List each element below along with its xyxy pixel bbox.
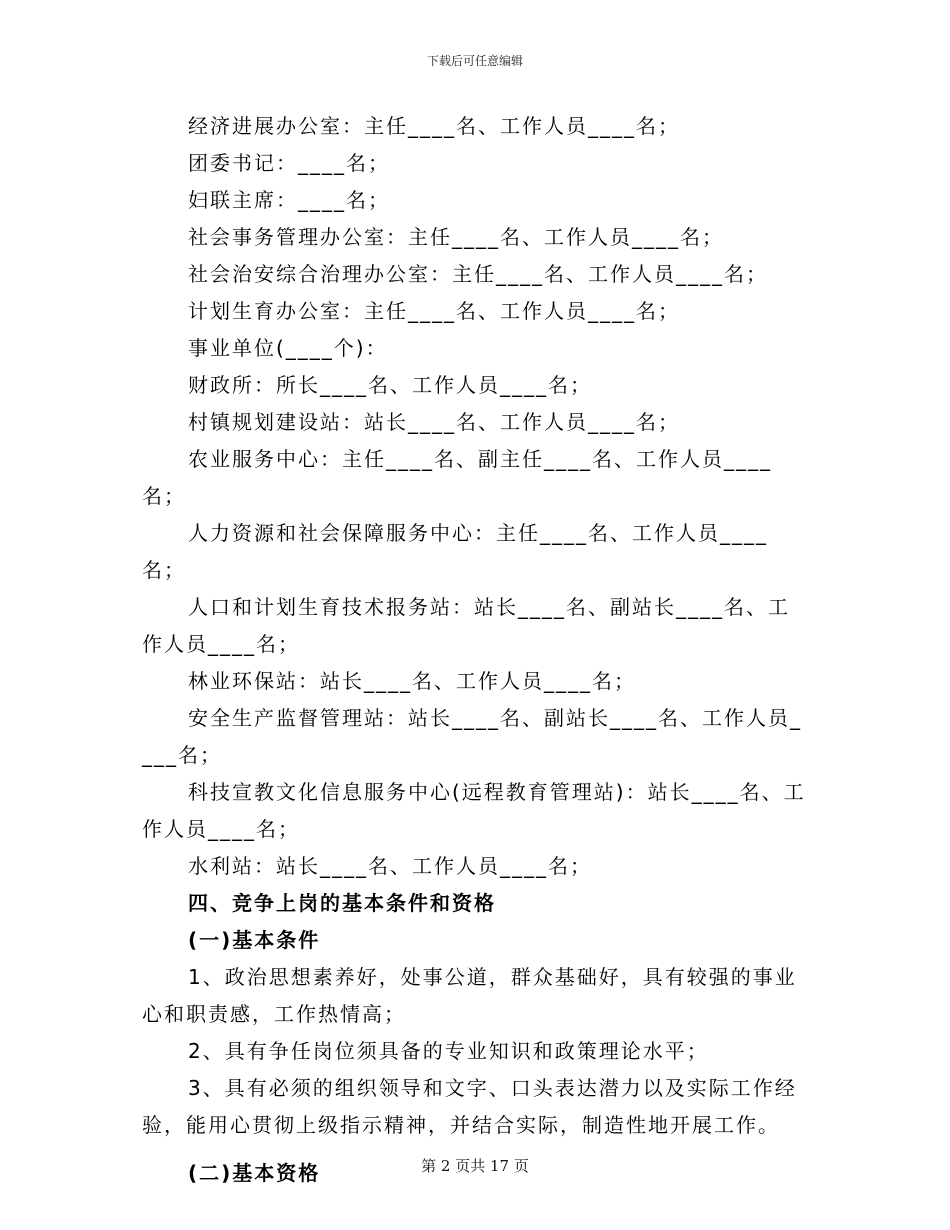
text-line-youth-league: 团委书记：____名； xyxy=(188,151,390,175)
text-line-womens-federation: 妇联主席：____名； xyxy=(188,188,390,212)
document-body xyxy=(142,108,810,1192)
text-line-social-affairs: 社会事务管理办公室：主任____名、工作人员____名； xyxy=(188,225,724,249)
condition-item: 3、具有必须的组织领导和文字、口头表达潜力以及实际工作经验，能用心贯彻上级指示精神，并结合实际，制造性地开展工作。 xyxy=(142,1076,797,1137)
text-line-finance-office: 财政所：所长____名、工作人员____名； xyxy=(188,373,592,397)
page-header-note: 下载后可任意编辑 xyxy=(426,54,523,68)
subheading-basic-conditions: (一)基本条件 xyxy=(188,928,321,952)
text-line-town-planning: 村镇规划建设站：站长____名、工作人员____名； xyxy=(188,410,680,434)
text-line-public-security: 社会治安综合治理办公室：主任____名、工作人员____名； xyxy=(188,262,768,286)
text-line-hr-center: 人力资源和社会保障服务中心：主任____名、工作人员____名； xyxy=(142,521,768,582)
page-number: 第 2 页共 17 页 xyxy=(421,1157,529,1175)
condition-item: 1、政治思想素养好，处事公道，群众基础好，具有较强的事业心和职责感，工作热情高； xyxy=(142,965,797,1026)
text-line-water-station: 水利站：站长____名、工作人员____名； xyxy=(188,854,592,878)
text-line-forestry-station: 林业环保站：站长____名、工作人员____名； xyxy=(188,669,636,693)
text-line-family-planning-office: 计划生育办公室：主任____名、工作人员____名； xyxy=(188,299,680,323)
subheading-basic-qualifications: (二)基本资格 xyxy=(188,1161,321,1185)
text-line-safety-station: 安全生产监督管理站：站长____名、副站长____名、工作人员____名； xyxy=(142,706,802,767)
text-line-economic-office: 经济进展办公室：主任____名、工作人员____名； xyxy=(188,114,680,138)
text-line-agriculture-center: 农业服务中心：主任____名、副主任____名、工作人员____名； xyxy=(142,447,772,508)
text-line-public-institutions: 事业单位(____个)： xyxy=(188,336,388,360)
text-line-population-station: 人口和计划生育技术报务站：站长____名、副站长____名、工作人员____名； xyxy=(142,595,790,656)
condition-item: 2、具有争任岗位须具备的专业知识和政策理论水平； xyxy=(188,1039,709,1063)
text-line-culture-center: 科技宣教文化信息服务中心(远程教育管理站)：站长____名、工作人员____名； xyxy=(142,780,806,841)
section-heading: 四、竞争上岗的基本条件和资格 xyxy=(188,891,496,915)
